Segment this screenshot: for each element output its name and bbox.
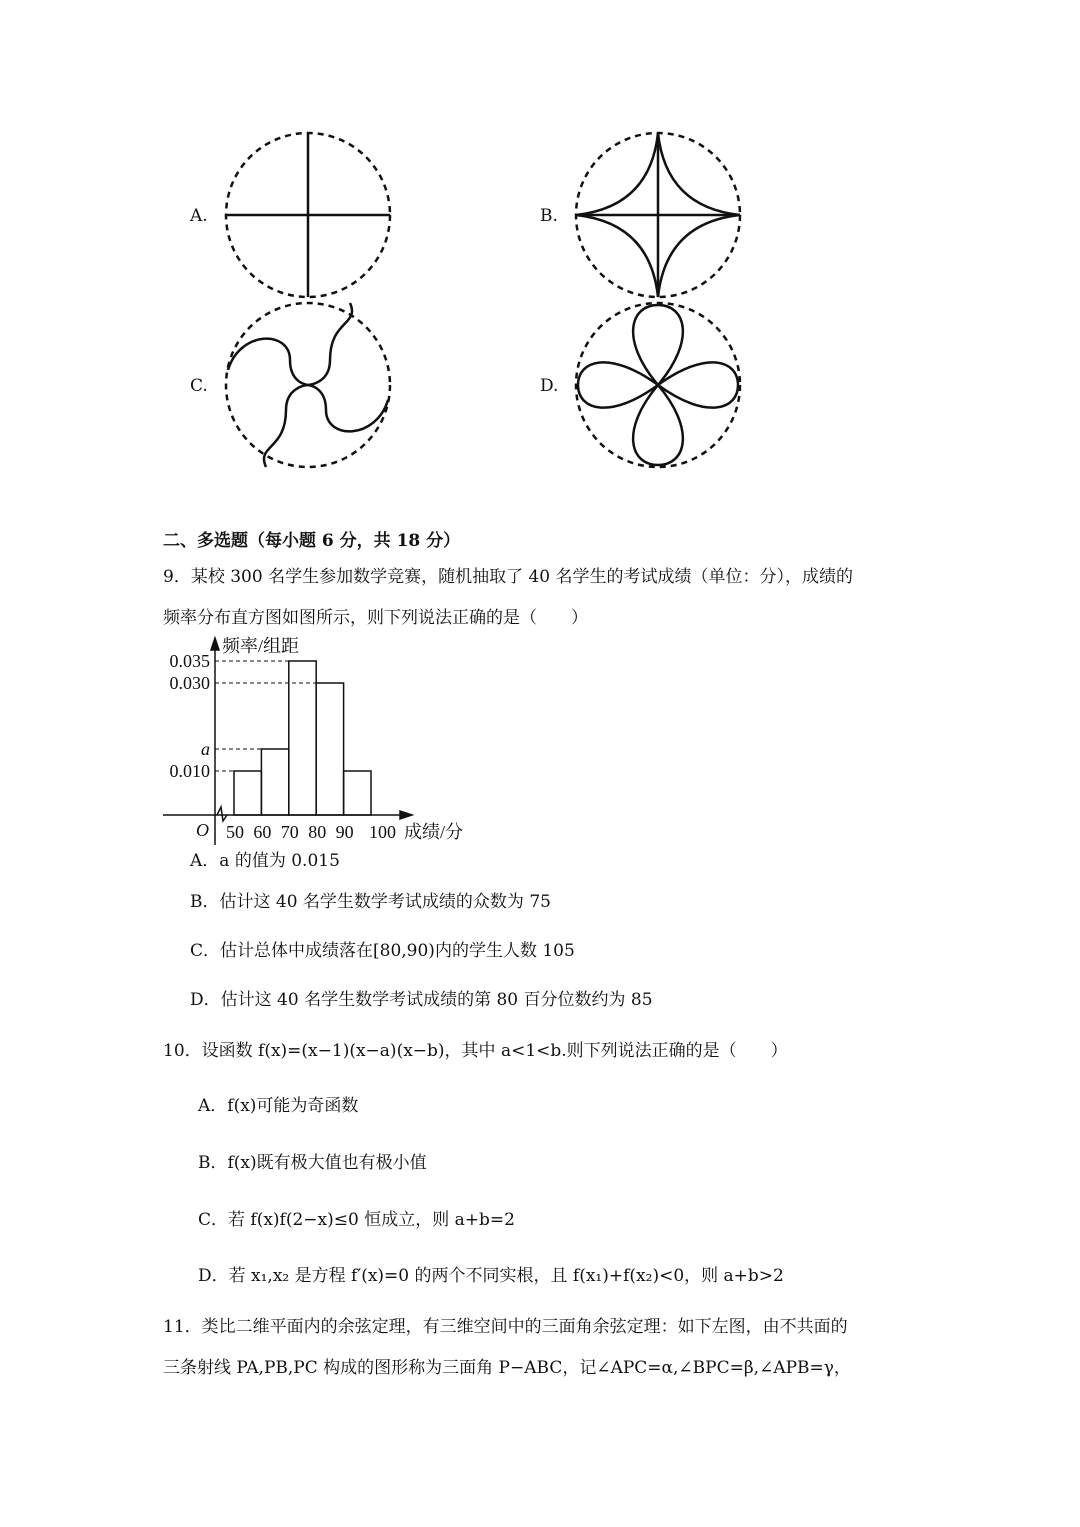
axis-break [217, 807, 227, 821]
x-tick-label: 70 [280, 822, 299, 842]
q10-option-b: B．f(x)既有极大值也有极小值 [198, 1153, 427, 1173]
x-tick-label: 50 [226, 822, 244, 842]
q9-stem-line1: 9．某校 300 名学生参加数学竞赛，随机抽取了 40 名学生的考试成绩（单位：分），成绩的 [163, 567, 854, 587]
q9-option-c: C．估计总体中成绩落在[80,90)内的学生人数 105 [190, 941, 575, 961]
figure-label-d: D. [540, 376, 559, 396]
figure-label-b: B. [540, 206, 558, 226]
y-tick-label: 0.030 [169, 673, 210, 693]
q10-stem: 10．设函数 f(x)=(x−1)(x−a)(x−b)，其中 a<1<b.则下列说法正确的是（ ） [163, 1041, 788, 1061]
y-tick-label: 0.010 [169, 761, 210, 781]
y-tick-label: a [201, 739, 210, 759]
section-title: 二、多选题（每小题 6 分，共 18 分） [163, 531, 461, 551]
histogram-bar [344, 771, 371, 815]
y-axis-arrow [211, 638, 219, 650]
q10-option-a: A．f(x)可能为奇函数 [198, 1096, 359, 1116]
q9-option-d: D．估计这 40 名学生数学考试成绩的第 80 百分位数约为 85 [190, 990, 653, 1010]
origin-label: O [196, 820, 209, 840]
x-tick-label: 90 [335, 822, 354, 842]
x-tick-label: 100 [369, 822, 396, 842]
q9-option-a: A．a 的值为 0.015 [190, 851, 340, 871]
q10-option-d: D．若 x₁,x₂ 是方程 f′(x)=0 的两个不同实根，且 f(x₁)+f(x₂)<0，则 a+b>2 [198, 1266, 784, 1286]
histogram-bar [234, 771, 261, 815]
y-tick-label: 0.035 [169, 651, 210, 671]
histogram-bar [289, 661, 316, 815]
q9-stem-line2: 频率分布直方图如图所示，则下列说法正确的是（ ） [163, 608, 588, 628]
x-axis-label: 成绩/分 [404, 822, 464, 842]
q11-stem-line2: 三条射线 PA,PB,PC 构成的图形称为三面角 P−ABC，记∠APC=α,∠BPC=β,∠APB=γ， [163, 1358, 851, 1378]
figure-label-a: A. [190, 206, 208, 226]
x-tick-label: 60 [253, 822, 272, 842]
histogram-bar [316, 683, 343, 815]
x-tick-label: 80 [308, 822, 327, 842]
q10-option-c: C．若 f(x)f(2−x)≤0 恒成立，则 a+b=2 [198, 1210, 515, 1230]
x-axis-arrow [400, 811, 412, 819]
q9-option-b: B．估计这 40 名学生数学考试成绩的众数为 75 [190, 892, 551, 912]
y-axis-label: 频率/组距 [222, 636, 300, 656]
figure-label-c: C. [190, 376, 208, 396]
histogram-bar [261, 749, 288, 815]
q11-stem-line1: 11．类比二维平面内的余弦定理，有三维空间中的三面角余弦定理：如下左图，由不共面的 [163, 1317, 848, 1337]
